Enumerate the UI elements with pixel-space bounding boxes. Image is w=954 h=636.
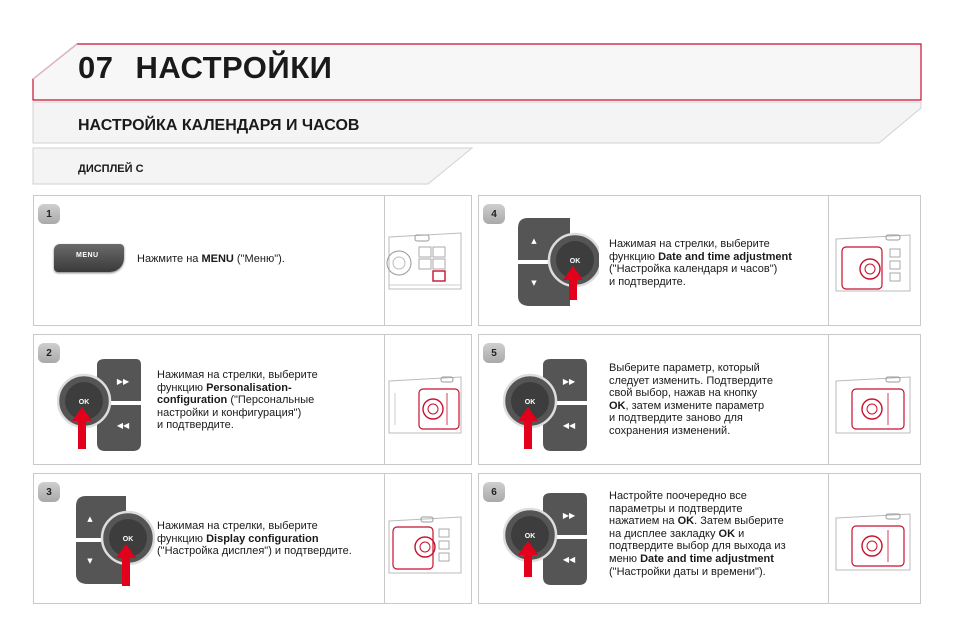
- step-badge-4: 4: [483, 204, 505, 224]
- step-badge-2: 2: [38, 343, 60, 363]
- ok-joystick-illustration-2: [57, 357, 142, 453]
- ok-joystick-illustration-5: [503, 357, 588, 453]
- up-arrow-icon: ▲: [87, 515, 93, 523]
- emphasized-term: Date and time adjustment: [658, 250, 792, 263]
- section-title: НАСТРОЙКА КАЛЕНДАРЯ И ЧАСОВ: [78, 117, 360, 134]
- prev-icon: ◀◀: [562, 555, 576, 564]
- emphasized-term: OK: [609, 399, 626, 412]
- next-icon: ▶▶: [562, 511, 576, 520]
- prev-icon: ◀◀: [562, 421, 576, 430]
- down-arrow-icon: ▼: [87, 557, 93, 565]
- ok-joystick-illustration-4: [514, 214, 599, 310]
- step-text-6: Настройте поочередно все параметры и подтвердите нажатием на OK. Затем выберите на дисплее закладку OK и подтвердите выбор для выхода из меню Date and time adjustment ("Настройки даты и времени").: [609, 490, 786, 578]
- radio-panel-thumbnail-4: [832, 231, 914, 295]
- chapter-title-text: НАСТРОЙКИ: [135, 50, 333, 85]
- step-badge-5: 5: [483, 343, 505, 363]
- emphasized-term: Date and time adjustment: [640, 552, 774, 565]
- step-text-5: Выберите параметр, который следует изменить. Подтвердите свой выбор, нажав на кнопку OK, затем измените параметр и подтвердите заново для сохранения изменений.: [609, 362, 773, 437]
- step-badge-6: 6: [483, 482, 505, 502]
- chapter-title: [78, 50, 332, 86]
- down-arrow-icon: ▼: [531, 279, 537, 287]
- radio-panel-thumbnail-2: [385, 373, 465, 437]
- emphasized-term: Personalisation-: [206, 381, 292, 394]
- menu-button-label: MENU: [76, 252, 99, 259]
- step-text-2: Нажимая на стрелки, выберите функцию Personalisation- configuration ("Персональные настройки и конфигурация") и подтвердите.: [157, 369, 318, 432]
- up-arrow-icon: ▲: [531, 237, 537, 245]
- step-text-4: Нажимая на стрелки, выберите функцию Date and time adjustment ("Настройка календаря и часов") и подтвердите.: [609, 238, 792, 288]
- ok-label: OK: [524, 533, 536, 540]
- prev-icon: ◀◀: [116, 421, 130, 430]
- ok-label: OK: [122, 536, 134, 543]
- emphasized-term: Display configuration: [206, 532, 319, 545]
- ok-label: OK: [524, 399, 536, 406]
- ok-label: OK: [78, 399, 90, 406]
- radio-panel-thumbnail-6: [832, 510, 914, 574]
- emphasized-term: OK: [677, 515, 695, 528]
- emphasized-term: configuration: [157, 394, 228, 407]
- ok-label: OK: [569, 258, 581, 265]
- menu-button: [54, 244, 124, 272]
- step-text-1: Нажмите на MENU ("Меню").: [137, 253, 285, 265]
- emphasized-term: OK: [718, 527, 736, 540]
- radio-panel-thumbnail-3: [385, 513, 465, 577]
- step-badge-1: 1: [38, 204, 60, 224]
- next-icon: ▶▶: [562, 377, 576, 386]
- chapter-number: 07: [78, 50, 114, 85]
- subsection-title: ДИСПЛЕЙ C: [78, 163, 144, 175]
- step-text-3: Нажимая на стрелки, выберите функцию Display configuration ("Настройка дисплея") и подтвердите.: [157, 520, 352, 558]
- emphasized-term: MENU: [201, 253, 234, 265]
- radio-panel-thumbnail-5: [832, 373, 914, 437]
- step-badge-3: 3: [38, 482, 60, 502]
- radio-panel-thumbnail-1: [385, 229, 465, 293]
- next-icon: ▶▶: [116, 377, 130, 386]
- ok-joystick-illustration-6: [503, 491, 588, 587]
- ok-joystick-illustration-3: [70, 492, 155, 588]
